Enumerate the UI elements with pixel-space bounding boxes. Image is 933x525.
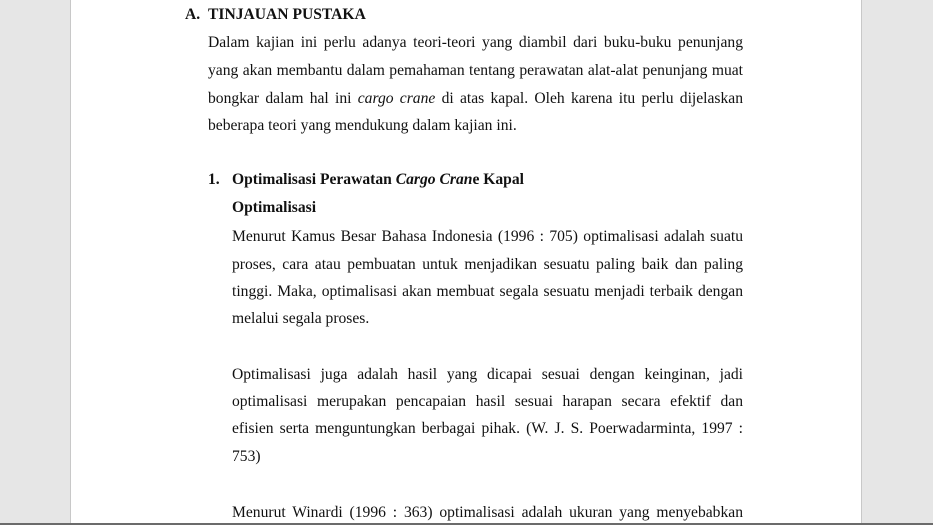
para2-line-4: 753): [232, 448, 261, 465]
subheading: Optimalisasi: [232, 199, 317, 216]
para2-line-2: optimalisasi merupakan pencapaian hasil sesuai harapan secara efektif dan: [232, 393, 743, 410]
section-letter: A.: [185, 6, 201, 23]
document-page: [70, 0, 862, 525]
intro-line-4: beberapa teori yang mendukung dalam kajian ini.: [208, 117, 517, 134]
intro-line-2: yang akan membantu dalam pemahaman tentang perawatan alat-alat penunjang muat: [208, 62, 743, 79]
section-title: TINJAUAN PUSTAKA: [208, 6, 366, 23]
intro-line-1: Dalam kajian ini perlu adanya teori-teori yang diambil dari buku-buku penunjang: [208, 34, 743, 51]
para1-line-2: proses, cara atau pembuatan untuk menjadikan sesuatu paling baik dan paling: [232, 256, 743, 273]
para2-line-3: efisien serta menguntungkan berbagai pihak. (W. J. S. Poerwadarminta, 1997 :: [232, 420, 743, 437]
subsection-number: 1.: [208, 171, 220, 188]
para1-line-4: melalui segala proses.: [232, 310, 370, 327]
para3-line-1: Menurut Winardi (1996 : 363) optimalisasi adalah ukuran yang menyebabkan: [232, 504, 743, 521]
para2-line-1: Optimalisasi juga adalah hasil yang dicapai sesuai dengan keinginan, jadi: [232, 366, 743, 383]
subsection-title: Optimalisasi Perawatan Cargo Crane Kapal: [232, 171, 524, 188]
intro-line-3: bongkar dalam hal ini cargo crane di atas kapal. Oleh karena itu perlu dijelaskan: [208, 90, 744, 107]
para1-line-1: Menurut Kamus Besar Bahasa Indonesia (1996 : 705) optimalisasi adalah suatu: [232, 228, 743, 245]
para1-line-3: tinggi. Maka, optimalisasi akan membuat segala sesuatu menjadi terbaik dengan: [232, 283, 743, 300]
cargo-crane-term: cargo crane: [357, 90, 436, 107]
